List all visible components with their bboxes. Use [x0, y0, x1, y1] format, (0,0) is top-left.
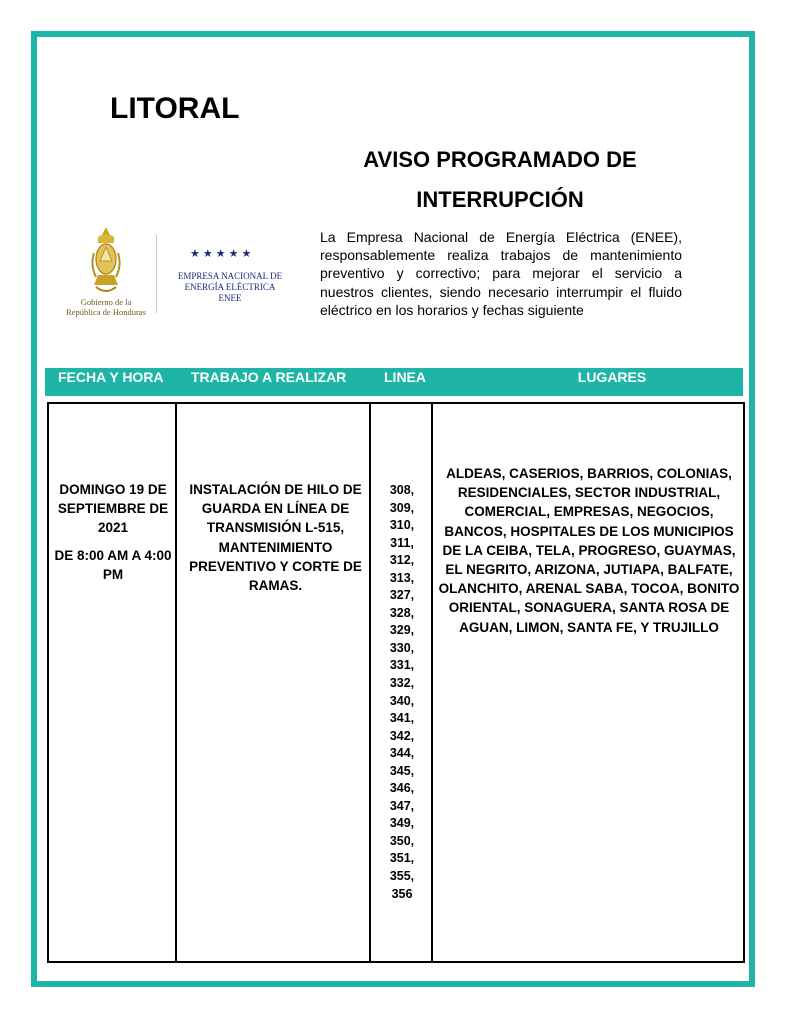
trabajo-cell: INSTALACIÓN DE HILO DE GUARDA EN LÍNEA DE TRANSMISIÓN L-515, MANTENIMIENTO PREVENTIVO Y CORTE DE RAMAS.	[189, 482, 362, 594]
notice-title-line-1: AVISO PROGRAMADO DE	[363, 147, 637, 172]
enee-stars-icon: ★★★★★	[190, 248, 255, 260]
column-divider	[175, 404, 177, 961]
linea-number: 349,	[389, 816, 415, 831]
intro-paragraph: La Empresa Nacional de Energía Eléctrica (ENEE), responsablemente realiza trabajos de mantenimiento preventivo y correctivo; para mejorar el servicio a nuestros clientes, siendo necesario interrumpir el fluido eléctrico en los horarios y fechas siguiente	[320, 229, 682, 318]
linea-number: 344,	[389, 746, 415, 761]
linea-number: 347,	[389, 798, 415, 813]
gobierno-label	[60, 297, 152, 317]
column-divider	[431, 404, 433, 961]
linea-number: 340,	[389, 693, 415, 708]
lineas-cell	[374, 482, 430, 903]
table-row	[47, 402, 745, 963]
linea-number: 356	[391, 886, 413, 901]
linea-number: 327,	[389, 588, 415, 603]
region-heading: LITORAL	[110, 92, 240, 125]
linea-number: 309,	[389, 500, 415, 515]
notice-title-line-2: INTERRUPCIÓN	[416, 187, 584, 212]
linea-number: 313,	[389, 570, 415, 585]
linea-number: 308,	[389, 483, 415, 497]
fecha-time: DE 8:00 AM A 4:00 PM	[54, 547, 172, 582]
fecha-date: DOMINGO 19 DE SEPTIEMBRE DE 2021	[57, 482, 169, 536]
honduras-coat-of-arms-icon	[88, 225, 124, 297]
header-fecha: FECHA Y HORA	[58, 369, 164, 385]
linea-number: 351,	[389, 851, 415, 866]
linea-number: 332,	[389, 676, 415, 691]
linea-number: 346,	[389, 781, 415, 796]
enee-line-3: ENEE	[218, 293, 242, 303]
linea-number: 355,	[389, 869, 415, 884]
fecha-cell	[51, 480, 175, 584]
linea-number: 342,	[389, 728, 415, 743]
gobierno-line-2: República de Honduras	[66, 307, 146, 317]
enee-line-2: ENERGÍA ELÉCTRICA	[184, 282, 276, 292]
linea-number: 331,	[389, 658, 415, 673]
enee-label	[164, 271, 296, 304]
linea-number: 312,	[389, 553, 415, 568]
linea-number: 310,	[389, 518, 415, 533]
header-linea: LINEA	[384, 369, 426, 385]
linea-number: 341,	[389, 711, 415, 726]
linea-number: 328,	[389, 605, 415, 620]
logo-divider	[156, 235, 157, 313]
header-lugares: LUGARES	[577, 369, 647, 385]
lugares-cell: ALDEAS, CASERIOS, BARRIOS, COLONIAS, RESIDENCIALES, SECTOR INDUSTRIAL, COMERCIAL, EMPRESAS, NEGOCIOS, BANCOS, HOSPITALES DE LOS MUNICIPIOS DE LA CEIBA, TELA, PROGRESO, GUAYMAS, EL NEGRITO, ARIZONA, JUTIAPA, BALFATE, OLANCHITO, ARENAL SABA, TOCOA, BONITO ORIENTAL, SONAGUERA, SANTA ROSA DE AGUAN, LIMON, SANTA FE, Y TRUJILLO	[438, 466, 740, 635]
linea-number: 350,	[389, 833, 415, 848]
linea-number: 330,	[389, 640, 415, 655]
linea-number: 311,	[390, 535, 414, 550]
enee-line-1: EMPRESA NACIONAL DE	[177, 271, 283, 281]
table-header	[45, 368, 743, 396]
linea-number: 329,	[389, 623, 415, 638]
gobierno-line-1: Gobierno de la	[80, 297, 132, 307]
header-trabajo: TRABAJO A REALIZAR	[191, 369, 347, 385]
notice-title	[320, 140, 680, 220]
linea-number: 345,	[389, 763, 415, 778]
logos	[60, 225, 290, 325]
